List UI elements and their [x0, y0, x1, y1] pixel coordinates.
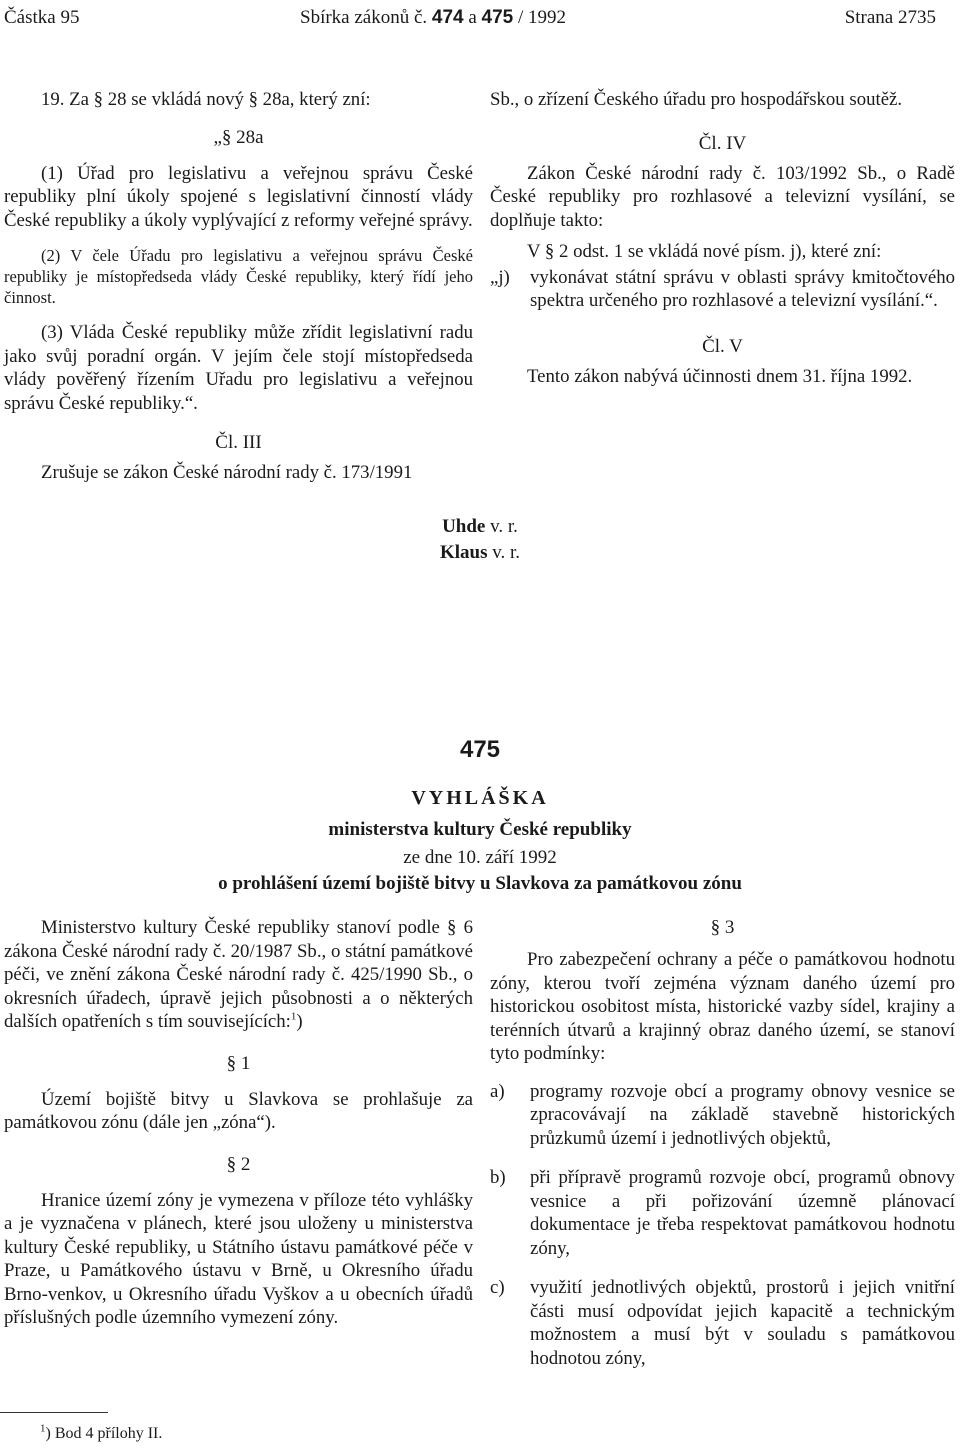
item-text: při přípravě programů rozvoje obcí, programů obnovy vesnice a při pořizování územně plánovací dokumentace je třeba respektovat památkovou hodnotu zóny,: [530, 1167, 955, 1259]
article-4-title: Čl. IV: [698, 132, 747, 154]
section-3-text: Pro zabezpečení ochrany a péče o památkovou hodnotu zóny, kterou tvoří zejména význam daného území pro historickou osobitost místa, historické vazby sídel, krajiny a terénních útvarů a krajinný obraz daného území, se stanoví tyto podmínky:: [490, 949, 955, 1064]
decree-kind: VYHLÁŠKA: [411, 787, 549, 809]
item-text: využití jednotlivých objektů, prostorů i jejich vnitřní části musí odpovídat jejich kapacitě a technickým možnostem a musí být v souladu s památkovou hodnotou zóny,: [530, 1277, 955, 1369]
article-4-item-j: [490, 266, 955, 313]
item-label: b): [490, 1167, 506, 1188]
law-474-right-column: [490, 88, 955, 388]
item-label: c): [490, 1277, 505, 1298]
decree-issuer: ministerstva kultury České republiky: [328, 819, 632, 840]
condition-item-c: [490, 1276, 955, 1370]
article-5-text: Tento zákon nabývá účinnosti dnem 31. října 1992.: [527, 365, 913, 387]
section-1-text: Území bojiště bitvy u Slavkova se prohlašuje za památkovou zónu (dále jen „zóna“).: [4, 1088, 473, 1133]
article-3-text: Zrušuje se zákon České národní rady č. 173/1991: [41, 462, 413, 483]
signature-2: Klaus v. r.: [439, 542, 521, 563]
section-1-title: § 1: [226, 1052, 251, 1074]
article-4-text: Zákon České národní rady č. 103/1992 Sb., o Radě České republiky pro rozhlasové a televizní vysílání, se doplňuje takto:: [490, 162, 955, 231]
header-part: Částka 95: [4, 7, 80, 28]
decree-subject: o prohlášení území bojiště bitvy u Slavkova za památkovou zónu: [218, 873, 742, 894]
article-5-title: Čl. V: [702, 335, 743, 357]
decree-left-column: [4, 916, 473, 1330]
section-28a-para-3: (3) Vláda České republiky může zřídit legislativní radu jako svůj poradní orgán. V jejím čele stojí místopředseda vlády pověřený řízením Uřadu pro legislativu a veřejnou správu České republiky.“.: [4, 322, 473, 414]
decree-preamble: Ministerstvo kultury České republiky stanoví podle § 6 zákona České národní rady č. 20/1987 Sb., o státní památkové péči, ve znění zákona České národní rady č. 425/1990 Sb., o okresních úřadech, úpravě jejich působnosti a o některých dalších opatřeních s tím souvisejících:$^1$): [4, 917, 473, 1032]
header-collection: Sbírka zákonů č. 474 a 475 / 1992: [300, 7, 567, 28]
item-label: a): [490, 1080, 505, 1102]
section-28a-para-2: (2) V čele Úřadu pro legislativu a veřejnou správu České republiky je místopředseda vlády České republiky, který řídí jeho činnost.: [4, 246, 473, 307]
article-3-title: Čl. III: [215, 432, 262, 453]
footnote-rule: [0, 1412, 108, 1413]
decree-right-column: [490, 916, 955, 1370]
amendment-item-19: 19. Za § 28 se vkládá nový § 28a, který zní:: [41, 89, 371, 110]
item-label: „j): [490, 266, 510, 288]
law-474-left-column: [4, 88, 473, 485]
item-text: programy rozvoje obcí a programy obnovy vesnice se zpracovávají na základě stavebně historických průzkumů území i jednotlivých objektů,: [530, 1080, 955, 1149]
section-2-text: Hranice území zóny je vymezena v příloze této vyhlášky a je vyznačena v plánech, které jsou uloženy u ministerstva kultury České republiky, u Státního ústavu památkové péče v Praze, u Památkového ústavu v Brně, u Okresního úřadu Brno-venkov, u Okresního úřadu Vyškov a u obecních úřadů příslušných podle územního vymezení zóny.: [4, 1189, 473, 1328]
article-4-subtext: V § 2 odst. 1 se vkládá nové písm. j), které zní:: [527, 241, 882, 262]
section-2-title: § 2: [226, 1153, 251, 1175]
item-text: vykonávat státní správu v oblasti správy kmitočtového spektra určeného pro rozhlasové a televizní vysílání.“.: [530, 266, 955, 311]
footnote: $^1$) Bod 4 přílohy II.: [40, 1422, 163, 1442]
article-3-continuation: Sb., o zřízení Českého úřadu pro hospodářskou soutěž.: [490, 89, 903, 110]
condition-item-b: [490, 1166, 955, 1260]
condition-item-a: [490, 1080, 955, 1151]
decree-date: ze dne 10. září 1992: [403, 847, 557, 868]
signature-1: Uhde v. r.: [442, 516, 518, 537]
header-page-number: Strana 2735: [844, 7, 936, 28]
section-3-title: § 3: [710, 917, 735, 938]
section-28a-title: „§ 28a: [213, 126, 264, 148]
section-28a-para-1: (1) Úřad pro legislativu a veřejnou správu České republiky plní úkoly spojené s legislativní činností vlády České republiky a úkoly vyplývající z reformy veřejné správy.: [4, 162, 473, 231]
decree-number: 475: [459, 736, 501, 763]
